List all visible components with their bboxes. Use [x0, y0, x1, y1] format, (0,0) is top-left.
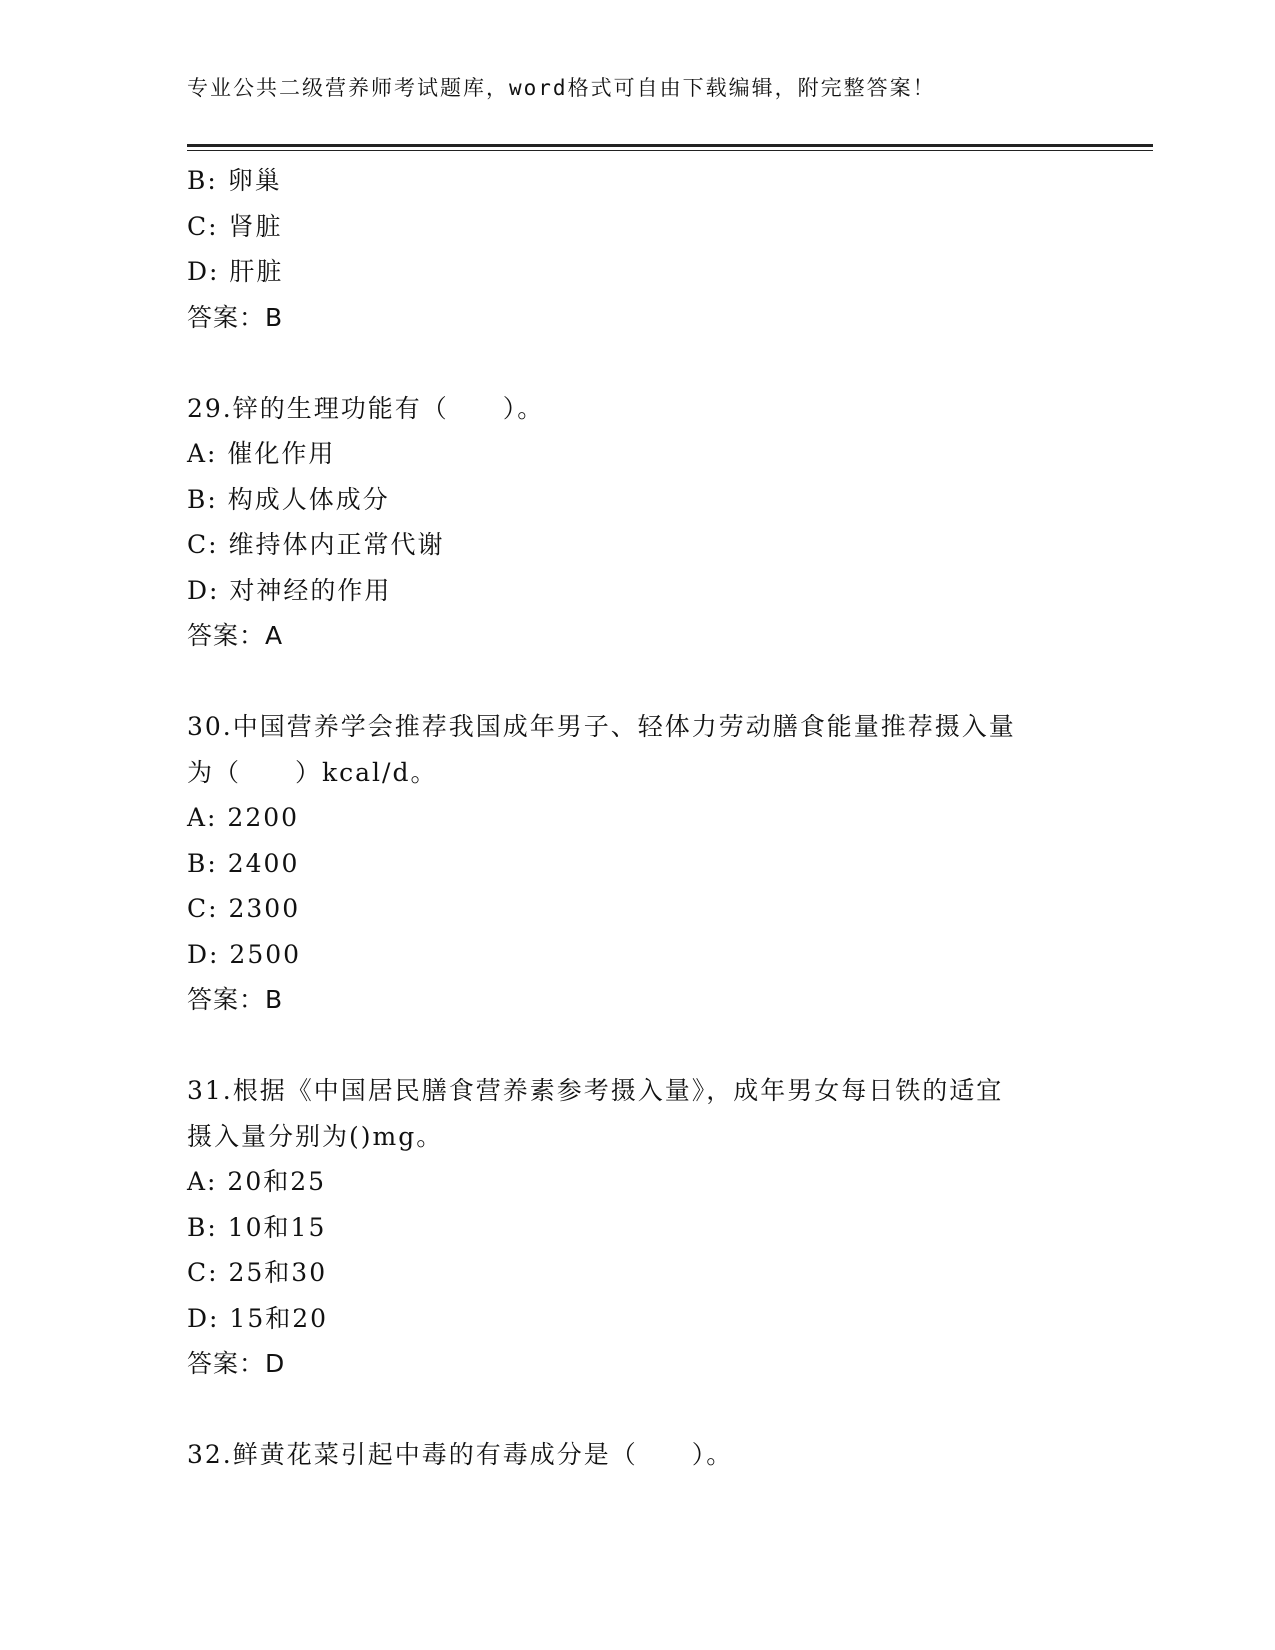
option-c: C: 2300 — [187, 894, 301, 923]
option-a: A: 2200 — [187, 803, 300, 832]
option-c: C: 维持体内正常代谢 — [187, 530, 445, 559]
option-b: B: 2400 — [187, 848, 300, 878]
option-d: D: 对神经的作用 — [187, 575, 392, 605]
header-rule-thick — [187, 144, 1153, 147]
question-32 — [187, 1432, 1077, 1478]
question-text-line-2: 摄入量分别为()mg。 — [187, 1121, 444, 1151]
option-a: A: 催化作用 — [187, 439, 336, 468]
question-list — [187, 158, 1077, 1478]
document-header: 专业公共二级营养师考试题库，word格式可自由下载编辑，附完整答案！ — [187, 76, 936, 100]
option-a: A: 20和25 — [187, 1167, 327, 1196]
option-d: D: 15和20 — [187, 1303, 329, 1333]
question-31 — [187, 1068, 1077, 1387]
option-d: D: 2500 — [187, 939, 302, 969]
answer: 答案：D — [187, 1349, 286, 1378]
option-b: B: 10和15 — [187, 1212, 327, 1242]
answer: 答案：B — [187, 985, 284, 1014]
question-text-line-1: 31.根据《中国居民膳食营养素参考摄入量》，成年男女每日铁的适宜 — [187, 1076, 1004, 1105]
option-c: C: 25和30 — [187, 1258, 328, 1287]
question-text-line-2: 为（ ）kcal/d。 — [187, 757, 438, 787]
question-text: 29.锌的生理功能有（ ）。 — [187, 393, 545, 423]
question-29 — [187, 386, 1077, 659]
question-30 — [187, 704, 1077, 1023]
option-d: D: 肝脏 — [187, 257, 284, 286]
question-text: 32.鲜黄花菜引起中毒的有毒成分是（ ）。 — [187, 1440, 734, 1469]
question-28-continued — [187, 158, 1077, 340]
option-c: C: 肾脏 — [187, 211, 283, 241]
answer: 答案：B — [187, 302, 284, 332]
option-b: B: 卵巢 — [187, 166, 282, 195]
header-rule-thin — [187, 150, 1153, 151]
answer: 答案：A — [187, 621, 284, 650]
option-b: B: 构成人体成分 — [187, 484, 390, 514]
question-text-line-1: 30.中国营养学会推荐我国成年男子、轻体力劳动膳食能量推荐摄入量 — [187, 712, 1016, 741]
